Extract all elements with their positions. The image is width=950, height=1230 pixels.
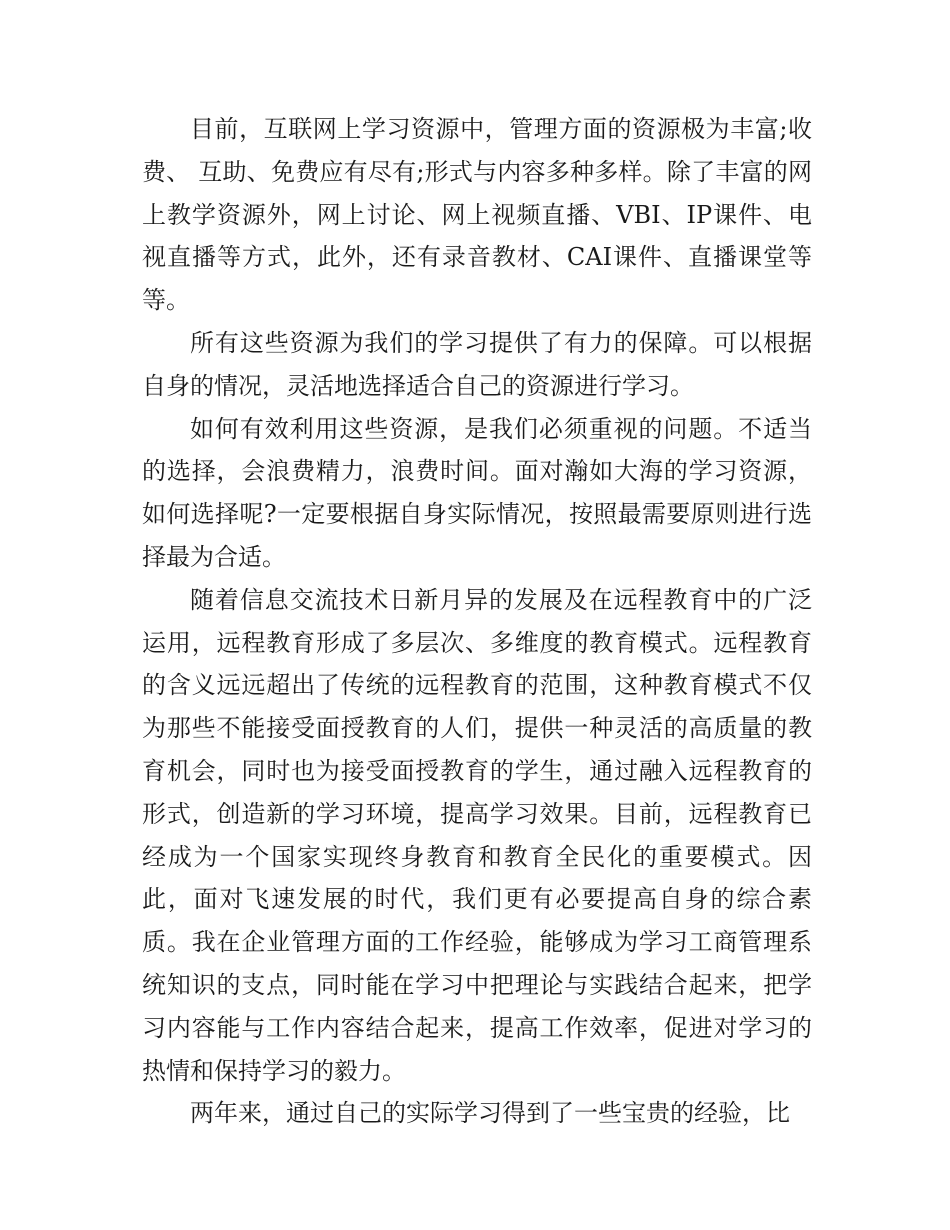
paragraph-resource-guarantee: 所有这些资源为我们的学习提供了有力的保障。可以根据自身的情况，灵活地选择适合自己的资源进行学习。 (142, 328, 812, 400)
paragraph-effective-use: 如何有效利用这些资源，是我们必须重视的问题。不适当的选择，会浪费精力，浪费时间。面对瀚如大海的学习资源，如何选择呢?一定要根据自身实际情况，按照最需要原则进行选择最为合适。 (142, 414, 812, 571)
paragraph-online-resources: 目前，互联网上学习资源中，管理方面的资源极为丰富;收费、 互助、免费应有尽有;形式与内容多种多样。除了丰富的网上教学资源外，网上讨论、网上视频直播、VBI、IP课件、电视直播等方式，此外，还有录音教材、CAI课件、直播课堂等等。 (142, 115, 812, 315)
paragraph-remote-education: 随着信息交流技术日新月异的发展及在远程教育中的广泛运用，远程教育形成了多层次、多维度的教育模式。远程教育的含义远远超出了传统的远程教育的范围，这种教育模式不仅为那些不能接受面授教育的人们，提供一种灵活的高质量的教育机会，同时也为接受面授教育的学生，通过融入远程教育的形式，创造新的学习环境，提高学习效果。目前，远程教育已经成为一个国家实现终身教育和教育全民化的重要模式。因此，面对飞速发展的时代，我们更有必要提高自身的综合素质。我在企业管理方面的工作经验，能够成为学习工商管理系统知识的支点，同时能在学习中把理论与实践结合起来，把学习内容能与工作内容结合起来，提高工作效率，促进对学习的热情和保持学习的毅力。 (142, 585, 812, 1085)
document-page (142, 108, 812, 1135)
paragraph-two-years: 两年来，通过自己的实际学习得到了一些宝贵的经验，比 (190, 1099, 790, 1128)
